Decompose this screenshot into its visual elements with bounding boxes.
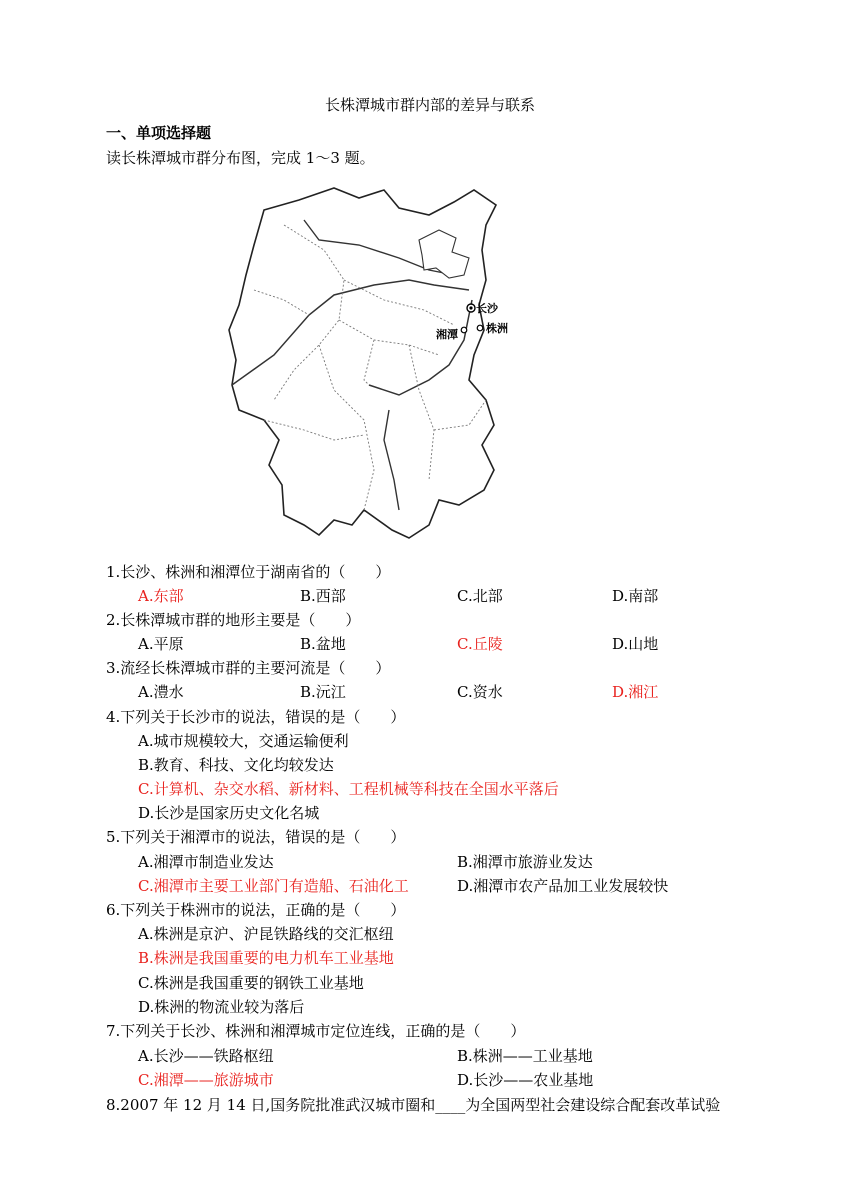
q4-option-d: D.长沙是国家历史文化名城 — [138, 804, 320, 822]
q3-option-d: D.湘江 — [612, 683, 659, 701]
q6-option-c: C.株洲是我国重要的钢铁工业基地 — [138, 974, 364, 992]
q6-option-d: D.株洲的物流业较为落后 — [138, 998, 305, 1016]
q6-option-b: B.株洲是我国重要的电力机车工业基地 — [138, 949, 394, 967]
question-8-stem: 8.2007 年 12 月 14 日,国务院批准武汉城市圈和____为全国两型社会建设综合配套改革试验 — [106, 1096, 721, 1114]
q2-option-d: D.山地 — [612, 635, 659, 653]
q4-option-b: B.教育、科技、文化均较发达 — [138, 756, 334, 774]
q2-option-a: A.平原 — [138, 635, 184, 653]
section-heading: 一、单项选择题 — [106, 124, 212, 142]
q4-option-c: C.计算机、杂交水稻、新材料、工程机械等科技在全国水平落后 — [138, 780, 559, 798]
xiangtan-marker — [461, 327, 467, 333]
q3-option-a: A.澧水 — [138, 683, 184, 701]
q1-option-d: D.南部 — [612, 587, 659, 605]
q5-option-d: D.湘潭市农产品加工业发展较快 — [457, 877, 669, 895]
q6-option-a: A.株洲是京沪、沪昆铁路线的交汇枢纽 — [138, 925, 394, 943]
q7-option-b: B.株洲——工业基地 — [457, 1047, 593, 1065]
map-label-changsha: 长沙 — [476, 302, 498, 315]
hunan-map — [224, 180, 524, 545]
intro-text: 读长株潭城市群分布图，完成 1～3 题。 — [106, 149, 375, 167]
q7-option-c: C.湘潭——旅游城市 — [138, 1071, 274, 1089]
zhuzhou-marker — [477, 325, 483, 331]
q5-option-b: B.湘潭市旅游业发达 — [457, 853, 593, 871]
question-1-stem: 1.长沙、株洲和湘潭位于湖南省的（ ） — [106, 563, 391, 581]
question-5-stem: 5.下列关于湘潭市的说法，错误的是（ ） — [106, 828, 406, 846]
question-4-stem: 4.下列关于长沙市的说法，错误的是（ ） — [106, 708, 406, 726]
question-2-stem: 2.长株潭城市群的地形主要是（ ） — [106, 611, 361, 629]
q7-option-a: A.长沙——铁路枢纽 — [138, 1047, 274, 1065]
question-6-stem: 6.下列关于株洲市的说法，正确的是（ ） — [106, 901, 406, 919]
province-outline — [229, 188, 496, 538]
q5-option-a: A.湘潭市制造业发达 — [138, 853, 274, 871]
q4-option-a: A.城市规模较大，交通运输便利 — [138, 732, 349, 750]
q1-option-b: B.西部 — [300, 587, 346, 605]
q3-option-b: B.沅江 — [300, 683, 346, 701]
q2-option-c: C.丘陵 — [457, 635, 503, 653]
question-7-stem: 7.下列关于长沙、株洲和湘潭城市定位连线，正确的是（ ） — [106, 1022, 526, 1040]
page-title: 长株潭城市群内部的差异与联系 — [324, 96, 535, 114]
q5-option-c: C.湘潭市主要工业部门有造船、石油化工 — [138, 877, 409, 895]
question-3-stem: 3.流经长株潭城市群的主要河流是（ ） — [106, 659, 391, 677]
q1-option-a: A.东部 — [138, 587, 184, 605]
map-label-xiangtan: 湘潭 — [436, 328, 458, 341]
map-label-zhuzhou: 株洲 — [486, 322, 508, 335]
q3-option-c: C.资水 — [457, 683, 503, 701]
q7-option-d: D.长沙——农业基地 — [457, 1071, 594, 1089]
q1-option-c: C.北部 — [457, 587, 503, 605]
q2-option-b: B.盆地 — [300, 635, 346, 653]
